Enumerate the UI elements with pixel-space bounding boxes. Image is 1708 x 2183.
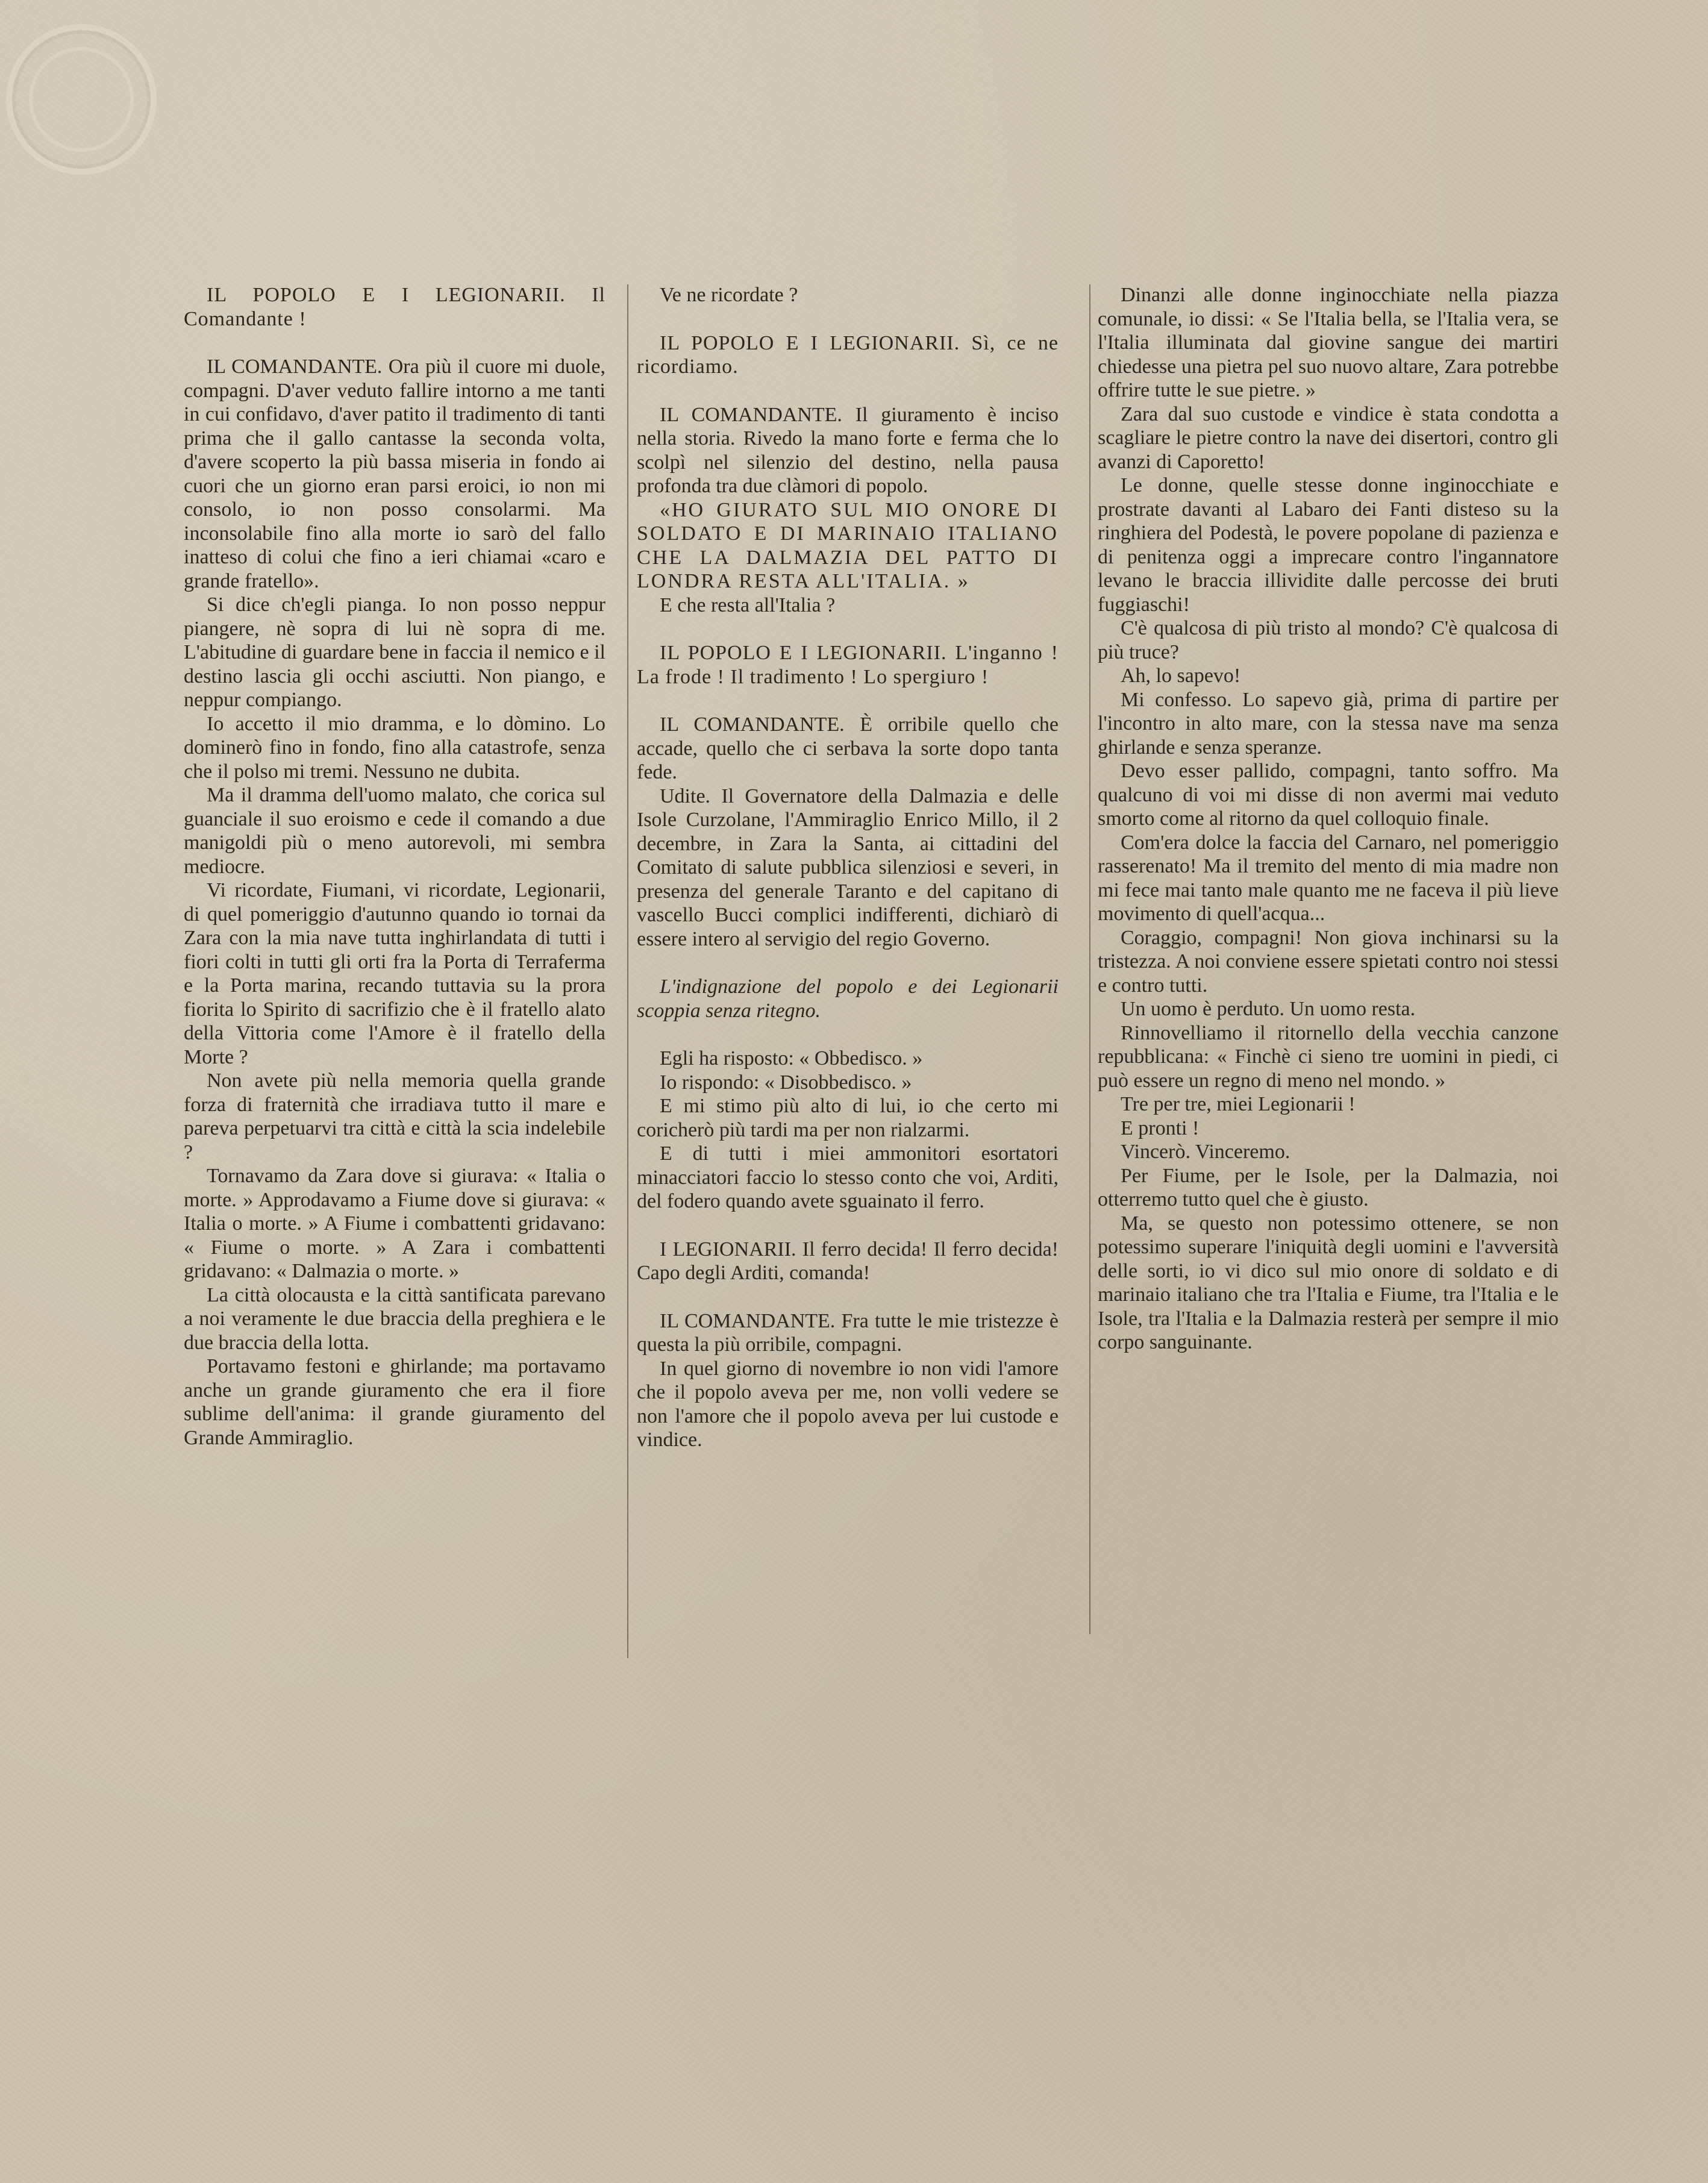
paragraph: C'è qualcosa di più tristo al mondo? C'è qualcosa di più truce? [1098,617,1559,663]
paragraph: Vincerò. Vinceremo. [1121,1141,1290,1163]
oath-quote: «HO GIURATO SUL MIO ONORE DI SOLDATO E DI MARINAIO ITALIANO CHE LA DALMAZIA DEL PATTO DI LONDRA RESTA ALL'ITALIA. » [637,498,1059,592]
speaker-line: IL POPOLO E I LEGIONARII. Sì, ce ne ricordiamo. [637,331,1059,378]
paragraph: IL COMANDANTE. Ora più il cuore mi duole, compagni. D'aver veduto fallire intorno a me tanti in cui confidavo, d'aver patito il tradimento di tanti prima che il gallo cantasse la seconda volta, d'avere scoperto la più bassa miseria in fondo ai cuori che un giorno eran parsi eroici, io non mi consolo, io non posso consolarmi. Ma inconsolabile fino alla morte io sarò del fallo inatteso di colui che fino a ieri chiamai «caro e grande fratello». [184,355,605,592]
paragraph: Io accetto il mio dramma, e lo dòmino. Lo dominerò fino in fondo, fino alla catastrofe, senza che il polso mi tremi. Nessuno ne dubita. [184,712,605,783]
stage-direction: L'indignazione del popolo e dei Legionarii scoppia senza ritegno. [637,976,1059,1022]
column-divider [627,284,628,1658]
paragraph: Le donne, quelle stesse donne inginocchiate e prostrate davanti al Labaro dei Fanti disteso su la ringhiera del Podestà, le povere popolane di pazienza e di penitenza oggi a imprecare contro l'ingannatore levano le braccia illividite dalle percosse dei bruti fuggiaschi! [1098,474,1559,616]
paragraph: Mi confesso. Lo sapevo già, prima di partire per l'incontro in alto mare, con la stessa nave ma senza ghirlande e senza speranze. [1098,688,1559,759]
paragraph: Tre per tre, miei Legionarii ! [1121,1093,1356,1115]
speaker-line: IL POPOLO E I LEGIONARII. Il Comandante ! [184,284,605,330]
paragraph: Rinnovelliamo il ritornello della vecchia canzone repubblicana: « Finchè ci sieno tre uomini in piedi, ci può essere un regno di meno nel mondo. » [1098,1021,1559,1092]
paragraph: Tornavamo da Zara dove si giurava: « Italia o morte. » Approdavamo a Fiume dove si giurava: « Italia o morte. » A Fiume i combattenti gridavano: « Fiume o morte. » A Zara i combattenti gridavano: « Dalmazia o morte. » [184,1165,605,1282]
paragraph: Com'era dolce la faccia del Carnaro, nel pomeriggio rasserenato! Ma il tremito del mento di mia madre non mi fece mai tanto male quanto me ne faceva il più lieve movimento di quell'acqua... [1098,831,1559,925]
text-column-3 [1098,283,1559,1355]
paragraph: IL COMANDANTE. È orribile quello che accade, quello che ci serbava la sorte dopo tanta fede. [637,713,1059,783]
paragraph: Udite. Il Governatore della Dalmazia e delle Isole Curzolane, l'Ammiraglio Enrico Millo, il 2 decembre, in Zara la Santa, ai cittadini del Comitato di salute pubblica silenziosi e severi, in presenza del generale Taranto e del capitano di vascello Bucci complici indifferenti, dichiarò di essere intero al servigio del regio Governo. [637,785,1059,950]
paragraph: Devo esser pallido, compagni, tanto soffro. Ma qualcuno di voi mi disse di non avermi mai veduto smorto come al ritorno da quel colloquio finale. [1098,760,1559,830]
paragraph: E di tutti i miei ammonitori esortatori minacciatori faccio lo stesso conto che voi, Arditi, del fodero quando avete sguainato il ferro. [637,1142,1059,1212]
paragraph: La città olocausta e la città santificata parevano a noi veramente le due braccia della preghiera e le due braccia della lotta. [184,1283,605,1354]
paragraph: Un uomo è perduto. Un uomo resta. [1121,998,1416,1020]
paragraph: Egli ha risposto: « Obbedisco. » [660,1047,923,1070]
paragraph: Ve ne ricordate ? [660,284,798,306]
paragraph: Ah, lo sapevo! [1121,665,1241,687]
paragraph: Zara dal suo custode e vindice è stata condotta a scagliare le pietre contro la nave dei disertori, contro gli avanzi di Caporetto! [1098,402,1559,473]
paragraph: Coraggio, compagni! Non giova inchinarsi su la tristezza. A noi conviene essere spietati contro noi stessi e contro tutti. [1098,926,1559,997]
speaker-line: I LEGIONARII. Il ferro decida! Il ferro decida! Capo degli Arditi, comanda! [637,1238,1059,1284]
text-column-1 [184,283,605,1450]
paragraph: Vi ricordate, Fiumani, vi ricordate, Legionarii, di quel pomeriggio d'autunno quando io tornai da Zara con la mia nave tutta inghirlandata di tutti i fiori colti in tutti gli orti fra la Porta di Terraferma e la Porta marina, recando tuttavia su la prora fiorita lo Spirito di sacrifizio che è il fratello alato della Vittoria come l'Amore è il fratello della Morte ? [184,879,605,1068]
embossed-seal [6,24,157,175]
paragraph: E mi stimo più alto di lui, io che certo mi coricherò più tardi ma per non rialzarmi. [637,1095,1059,1141]
text-column-2 [637,283,1059,1452]
paragraph: Dinanzi alle donne inginocchiate nella piazza comunale, io dissi: « Se l'Italia bella, se l'Italia vera, se l'Italia illuminata dal giovine sangue dei martiri chiedesse una pietra pel suo nuovo altare, Zara potrebbe offrire tutte le sue pietre. » [1098,284,1559,401]
paragraph: Per Fiume, per le Isole, per la Dalmazia, noi otterremo tutto quel che è giusto. [1098,1164,1559,1211]
paragraph: E pronti ! [1121,1117,1200,1139]
paragraph: Portavamo festoni e ghirlande; ma portavamo anche un grande giuramento che era il fiore sublime dell'anima: il grande giuramento del Grande Ammiraglio. [184,1355,605,1449]
paragraph: Ma il dramma dell'uomo malato, che corica sul guanciale il suo eroismo e cede il comando a due manigoldi più o meno autorevoli, mi sembra mediocre. [184,784,605,878]
paragraph: Non avete più nella memoria quella grande forza di fraternità che irradiava tutto il mare e pareva perpetuarvi tra città e città la scia indelebile ? [184,1070,605,1164]
paragraph: IL COMANDANTE. Fra tutte le mie tristezze è questa la più orribile, compagni. [637,1309,1059,1356]
speaker-line: IL POPOLO E I LEGIONARII. L'inganno ! La frode ! Il tradimento ! Lo spergiuro ! [637,642,1059,688]
column-divider [1089,284,1090,1634]
paragraph: Ma, se questo non potessimo ottenere, se non potessimo superare l'iniquità degli uomini e l'avversità delle sorti, io vi dico sul mio onore di soldato e di marinaio italiano che tra l'Italia e Fiume, tra l'Italia e le Isole, tra l'Italia e la Dalmazia resterà per sempre il mio corpo sanguinante. [1098,1212,1559,1353]
paragraph: E che resta all'Italia ? [660,594,836,616]
paragraph: IL COMANDANTE. Il giuramento è inciso nella storia. Rivedo la mano forte e ferma che lo scolpì nel silenzio del destino, nella pausa profonda tra due clàmori di popolo. [637,403,1059,497]
paragraph: Si dice ch'egli pianga. Io non posso neppur piangere, nè sopra di lui nè sopra di me. L'abitudine di guardare bene in faccia il nemico e il destino lascia gli occhi asciutti. Non piango, e neppur compiango. [184,594,605,711]
paragraph: In quel giorno di novembre io non vidi l'amore che il popolo aveva per me, non volli vedere se non l'amore che il popolo aveva per lui custode e vindice. [637,1357,1059,1451]
paragraph: Io rispondo: « Disobbedisco. » [660,1071,912,1094]
